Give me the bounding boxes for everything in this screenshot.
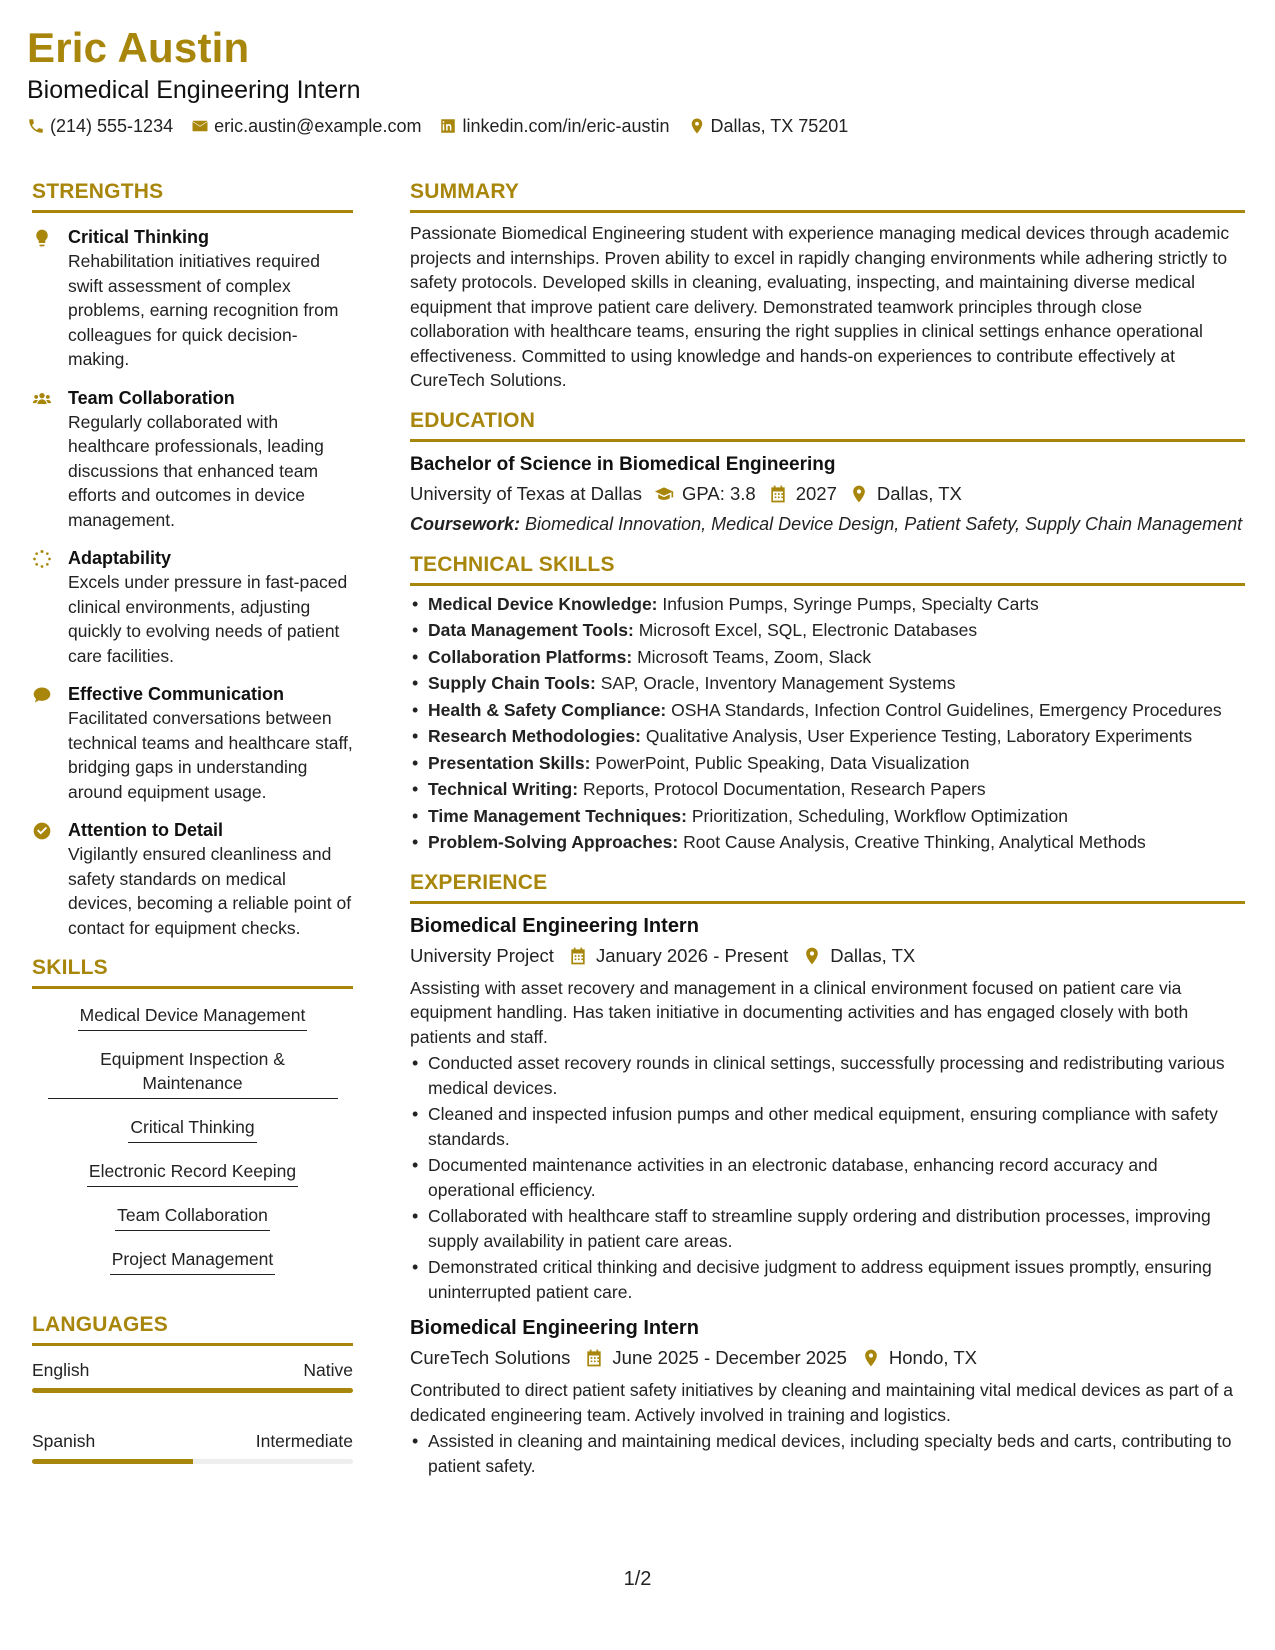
- language-level: Intermediate: [255, 1431, 353, 1451]
- skill-item: [32, 1247, 353, 1275]
- right-column: [410, 178, 1245, 1492]
- strengths-heading: STRENGTHS: [32, 178, 353, 213]
- phone-text: (214) 555-1234: [50, 116, 174, 136]
- tech-skill-item: [410, 724, 1245, 749]
- experience-section: [410, 869, 1245, 1479]
- job-dates: January 2026 - Present: [595, 944, 789, 966]
- job-title: Biomedical Engineering Intern: [410, 1317, 699, 1339]
- language-level: Native: [303, 1360, 353, 1380]
- school-name: University of Texas at Dallas: [410, 482, 643, 504]
- job-bullet: • Collaborated with healthcare staff to streamline supply ordering and distribution processes, improving supply availability in patient care areas.: [410, 1204, 1245, 1253]
- tech-skill-value: Prioritization, Scheduling, Workflow Optimization: [691, 805, 1068, 826]
- skill-label: Team Collaboration: [115, 1203, 270, 1231]
- contact-linkedin[interactable]: [439, 114, 669, 138]
- skill-label: Project Management: [110, 1247, 275, 1275]
- linkedin-icon: [439, 117, 457, 135]
- job-location: Hondo, TX: [888, 1347, 978, 1368]
- job-description: Contributed to direct patient safety initiatives by cleaning and maintaining vital medical devices as part of a dedicated engineering team. Actively involved in training and logistics.: [410, 1380, 1233, 1425]
- tech-skill-item: [410, 777, 1245, 802]
- tech-skill-label: Supply Chain Tools:: [428, 673, 596, 693]
- page-number: 1/2: [623, 1568, 652, 1590]
- tech-skill-label: Time Management Techniques:: [428, 805, 687, 826]
- strength-title: Adaptability: [68, 548, 172, 568]
- job-details: [410, 1344, 1245, 1372]
- skill-label: Electronic Record Keeping: [87, 1159, 298, 1187]
- tech-skill-item: [410, 751, 1245, 776]
- lightbulb-icon: [32, 228, 52, 248]
- job-org: University Project: [410, 944, 554, 966]
- skill-item: [32, 1115, 353, 1143]
- strength-item: [32, 546, 353, 668]
- job-bullet: • Assisted in cleaning and maintaining medical devices, including specialty beds and carts, contributing to patient safety.: [410, 1429, 1245, 1478]
- strength-item: [32, 682, 353, 804]
- strength-desc: Vigilantly ensured cleanliness and safety standards on medical devices, becoming a reliable point of contact for equipment checks.: [68, 844, 352, 938]
- summary-section: [410, 178, 1245, 393]
- contact-location: [688, 114, 849, 138]
- envelope-icon: [191, 117, 209, 135]
- strength-title: Attention to Detail: [68, 820, 223, 840]
- language-bar-fill: [32, 1459, 193, 1464]
- language-name: Spanish: [32, 1431, 96, 1451]
- summary-heading: SUMMARY: [410, 178, 1245, 213]
- job-location: Dallas, TX: [830, 944, 916, 966]
- education-details: [410, 480, 1245, 508]
- map-pin-icon: [802, 946, 822, 966]
- tech-skill-label: Health & Safety Compliance:: [428, 699, 667, 720]
- strength-title: Team Collaboration: [68, 387, 235, 408]
- comment-icon: [32, 685, 52, 705]
- calendar-icon: [568, 946, 588, 966]
- tech-skill-value: Reports, Protocol Documentation, Research Papers: [582, 779, 986, 799]
- skill-label: Critical Thinking: [128, 1115, 256, 1143]
- skill-label: Equipment Inspection & Maintenance: [48, 1047, 338, 1099]
- tech-skill-value: Microsoft Teams, Zoom, Slack: [637, 646, 872, 667]
- skills-heading: SKILLS: [32, 954, 353, 989]
- coursework: [410, 512, 1245, 537]
- job-entry: [410, 1314, 1245, 1478]
- linkedin-text: linkedin.com/in/eric-austin: [462, 116, 670, 136]
- strength-desc: Rehabilitation initiatives required swift assessment of complex problems, earning recognition from colleagues for quick decision-making.: [68, 251, 339, 369]
- calendar-icon: [584, 1348, 604, 1368]
- skill-item: [32, 1003, 353, 1031]
- candidate-title: Biomedical Engineering Intern: [27, 76, 361, 104]
- strengths-section: [32, 178, 353, 940]
- left-column: [32, 178, 353, 1484]
- calendar-icon: [768, 484, 788, 504]
- skill-label: Medical Device Management: [78, 1003, 308, 1031]
- job-bullet: • Cleaned and inspected infusion pumps and other medical equipment, ensuring compliance with safety standards.: [410, 1102, 1245, 1151]
- phone-icon: [27, 117, 45, 135]
- strength-desc: Regularly collaborated with healthcare professionals, leading discussions that enhanced team efforts and outcomes in device management.: [68, 411, 324, 530]
- map-pin-icon: [688, 117, 706, 135]
- summary-text: Passionate Biomedical Engineering student with experience managing medical devices through academic projects and internships. Proven ability to excel in rapidly changing environments while adhering strictly to safety protocols. Developed skills in cleaning, evaluating, inspecting, and maintaining diverse medical equipment that improve patient care delivery. Demonstrated teamwork principles through close collaboration with healthcare teams, ensuring the right supplies in clinical settings enhance operational effectiveness. Committed to using knowledge and hands-on experiences to contribute effectively at CureTech Solutions.: [410, 223, 1230, 390]
- job-entry: [410, 912, 1245, 1305]
- tech-skill-item: [410, 804, 1245, 829]
- job-title: Biomedical Engineering Intern: [410, 914, 699, 937]
- tech-skill-value: Microsoft Excel, SQL, Electronic Databases: [638, 620, 978, 640]
- coursework-label: Coursework:: [410, 513, 521, 534]
- tech-skill-label: Problem-Solving Approaches:: [428, 832, 679, 852]
- language-name: English: [32, 1360, 90, 1380]
- language-item: [32, 1429, 353, 1464]
- tech-skill-item: [410, 645, 1245, 670]
- tech-skill-label: Data Management Tools:: [428, 620, 634, 640]
- strength-title: Effective Communication: [68, 684, 285, 704]
- resume-header: [27, 22, 1247, 138]
- tech-skill-value: SAP, Oracle, Inventory Management Systems: [600, 673, 956, 693]
- tech-skill-value: PowerPoint, Public Speaking, Data Visualization: [595, 752, 970, 773]
- language-bar: [32, 1459, 353, 1464]
- technical-skills-section: [410, 551, 1245, 855]
- coursework-text: Biomedical Innovation, Medical Device Design, Patient Safety, Supply Chain Management: [525, 513, 1243, 534]
- email-text: eric.austin@example.com: [214, 116, 422, 136]
- tech-skill-item: [410, 592, 1245, 617]
- tech-skill-label: Collaboration Platforms:: [428, 646, 633, 667]
- job-bullet: • Documented maintenance activities in an electronic database, enhancing record accuracy and operational efficiency.: [410, 1153, 1245, 1202]
- skill-item: [32, 1047, 353, 1099]
- education-section: [410, 407, 1245, 537]
- languages-heading: LANGUAGES: [32, 1311, 353, 1346]
- strength-item: [32, 225, 353, 372]
- tech-skill-item: [410, 618, 1245, 643]
- school-location: Dallas, TX: [876, 482, 962, 504]
- experience-heading: EXPERIENCE: [410, 869, 1245, 904]
- tech-skill-label: Research Methodologies:: [428, 726, 641, 746]
- job-dates: June 2025 - December 2025: [612, 1347, 847, 1368]
- tech-skill-value: Infusion Pumps, Syringe Pumps, Specialty Carts: [662, 593, 1039, 614]
- language-bar: [32, 1388, 353, 1393]
- strength-item: [32, 818, 353, 940]
- check-circle-icon: [32, 821, 52, 841]
- map-pin-icon: [861, 1348, 881, 1368]
- tech-skill-label: Presentation Skills:: [428, 752, 591, 773]
- tech-skill-item: [410, 830, 1245, 855]
- language-bar-fill: [32, 1388, 353, 1393]
- graduation-cap-icon: [654, 484, 674, 504]
- skills-section: [32, 954, 353, 1275]
- job-details: [410, 942, 1245, 970]
- tech-skill-value: Root Cause Analysis, Creative Thinking, Analytical Methods: [683, 832, 1146, 852]
- tech-skill-value: Qualitative Analysis, User Experience Testing, Laboratory Experiments: [645, 726, 1193, 746]
- tech-skill-label: Technical Writing:: [428, 779, 579, 799]
- job-bullet: • Demonstrated critical thinking and decisive judgment to address equipment issues promptly, ensuring uninterrupted patient care.: [410, 1255, 1245, 1304]
- job-org: CureTech Solutions: [410, 1347, 571, 1368]
- tech-skill-item: [410, 671, 1245, 696]
- strength-title: Critical Thinking: [68, 227, 210, 247]
- strength-item: [32, 386, 353, 533]
- technical-skills-heading: TECHNICAL SKILLS: [410, 551, 1245, 586]
- contact-email[interactable]: [191, 114, 421, 138]
- spinner-icon: [32, 549, 52, 569]
- graduation-year: 2027: [795, 482, 837, 504]
- tech-skill-item: [410, 698, 1245, 723]
- users-icon: [32, 389, 52, 409]
- contact-row: [27, 114, 1247, 138]
- location-text: Dallas, TX 75201: [710, 116, 849, 136]
- strength-desc: Excels under pressure in fast-paced clinical environments, adjusting quickly to evolving needs of patient care facilities.: [68, 572, 348, 666]
- gpa-text: GPA: 3.8: [682, 482, 756, 504]
- degree-title: Bachelor of Science in Biomedical Engineering: [410, 453, 836, 475]
- job-description: Assisting with asset recovery and management in a clinical environment focused on patient care via equipment handling. Has taken initiative in documenting activities and has engaged closely with both patients and staff.: [410, 977, 1189, 1047]
- languages-section: [32, 1311, 353, 1464]
- tech-skill-value: OSHA Standards, Infection Control Guidelines, Emergency Procedures: [671, 699, 1222, 720]
- candidate-name: Eric Austin: [27, 24, 250, 71]
- language-item: [32, 1358, 353, 1393]
- skill-item: [32, 1203, 353, 1231]
- map-pin-icon: [849, 484, 869, 504]
- skill-item: [32, 1159, 353, 1187]
- strength-desc: Facilitated conversations between technical teams and healthcare staff, bridging gaps in understanding around equipment usage.: [68, 708, 353, 802]
- tech-skill-label: Medical Device Knowledge:: [428, 593, 658, 614]
- job-bullet: • Conducted asset recovery rounds in clinical settings, successfully processing and redistributing various medical devices.: [410, 1051, 1245, 1100]
- education-heading: EDUCATION: [410, 407, 1245, 442]
- contact-phone[interactable]: [27, 114, 173, 138]
